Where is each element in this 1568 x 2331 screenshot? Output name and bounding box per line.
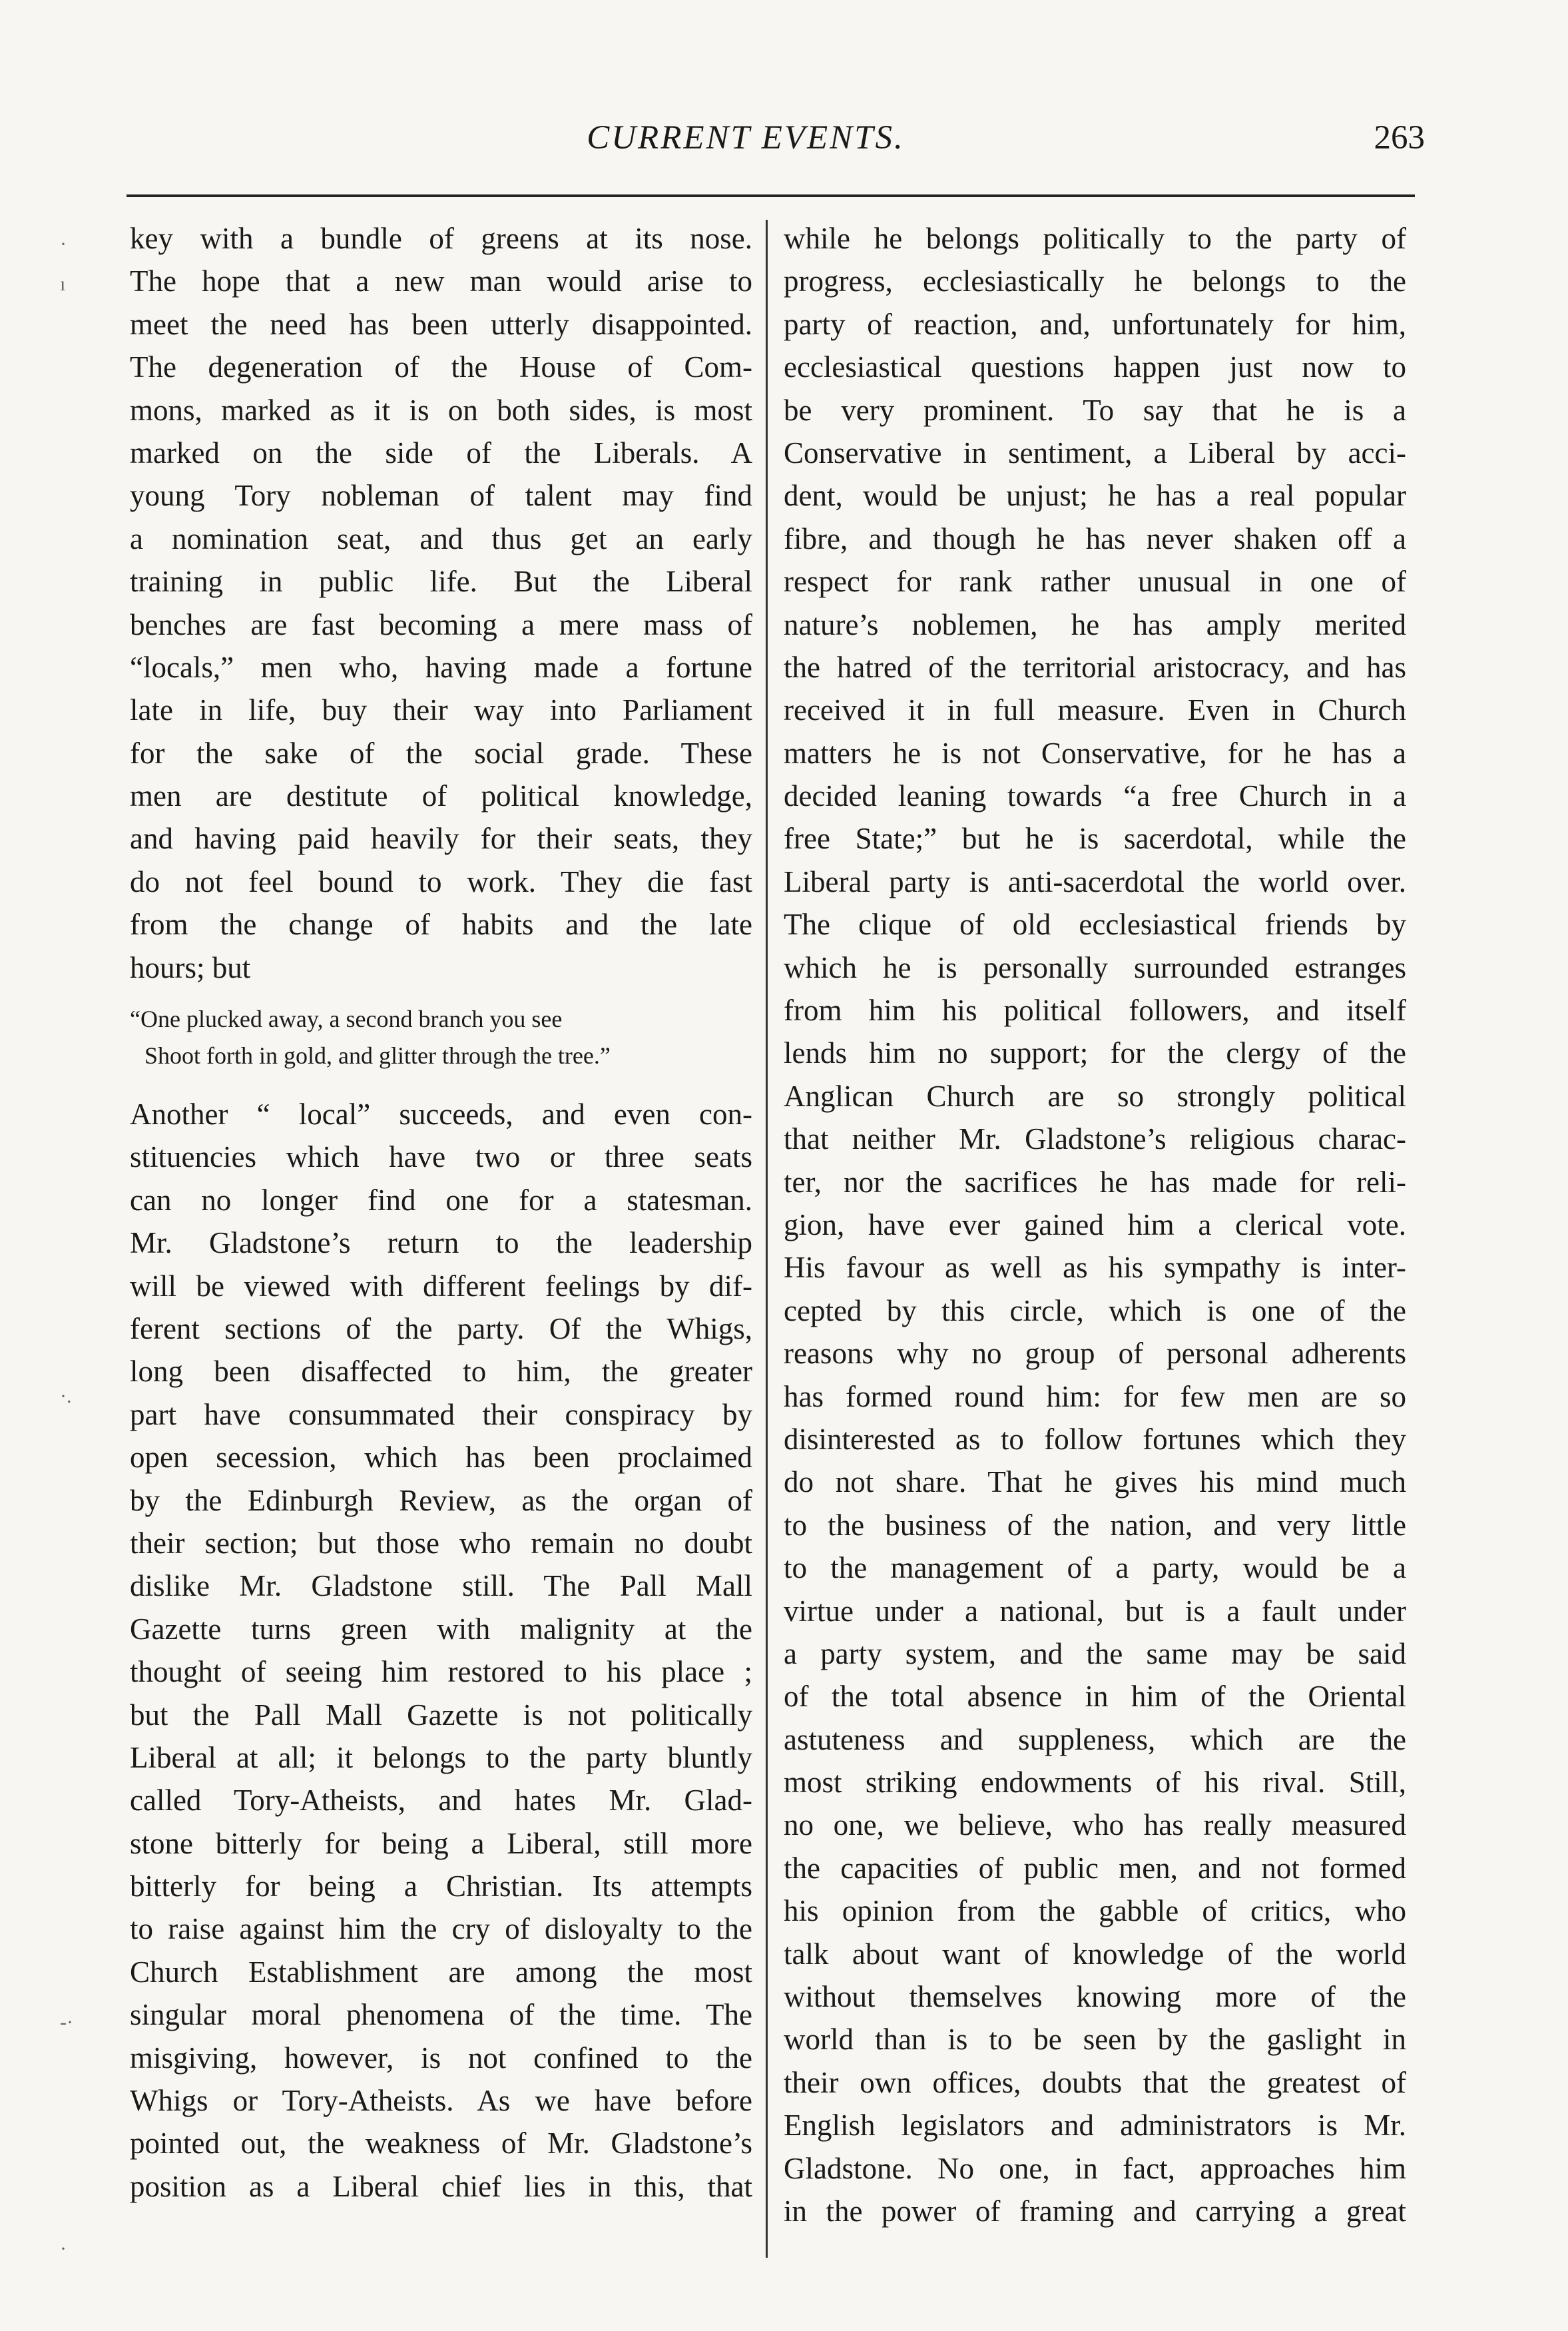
text-line: but the Pall Mall Gazette is not politically — [130, 1698, 752, 1732]
text-line: mons, marked as it is on both sides, is most — [130, 393, 752, 427]
text-line: Liberal party is anti-sacerdotal the world over. — [784, 864, 1406, 898]
text-line: dent, would be unjust; he has a real popular — [784, 479, 1406, 513]
right-column — [784, 217, 1406, 2232]
text-line: has formed round him: for few men are so — [784, 1379, 1406, 1413]
text-line: respect for rank rather unusual in one of — [784, 565, 1406, 599]
text-line: “locals,” men who, having made a fortune — [130, 650, 752, 684]
text-line: the capacities of public men, and not formed — [784, 1851, 1406, 1885]
quote-line: Shoot forth in gold, and glitter through the tree.” — [144, 1042, 611, 1070]
text-line: cepted by this circle, which is one of the — [784, 1293, 1406, 1327]
text-line: Mr. Gladstone’s return to the leadership — [130, 1226, 752, 1260]
text-line: key with a bundle of greens at its nose. — [130, 222, 752, 255]
text-line: misgiving, however, is not confined to the — [130, 2041, 752, 2075]
text-line: stone bitterly for being a Liberal, still more — [130, 1826, 752, 1860]
text-line: stituencies which have two or three seats — [130, 1140, 752, 1174]
text-line: matters he is not Conservative, for he has a — [784, 736, 1406, 770]
text-line: talk about want of knowledge of the world — [784, 1937, 1406, 1971]
text-line: will be viewed with different feelings by dif- — [130, 1269, 752, 1303]
text-line: young Tory nobleman of talent may find — [130, 479, 752, 513]
text-line: without themselves knowing more of the — [784, 1980, 1406, 2014]
text-line: English legislators and administrators is Mr. — [784, 2109, 1406, 2143]
text-line: by the Edinburgh Review, as the organ of — [130, 1483, 752, 1517]
text-line: The degeneration of the House of Com- — [130, 350, 752, 384]
text-line: do not feel bound to work. They die fast — [130, 864, 752, 898]
text-line: that neither Mr. Gladstone’s religious charac- — [784, 1122, 1406, 1156]
margin-speck: -· — [60, 2011, 73, 2033]
text-line: the hatred of the territorial aristocracy, and has — [784, 650, 1406, 684]
text-line: astuteness and suppleness, which are the — [784, 1722, 1406, 1756]
text-line: lends him no support; for the clergy of the — [784, 1036, 1406, 1070]
text-line: while he belongs politically to the party of — [784, 222, 1406, 255]
text-line: part have consummated their conspiracy by — [130, 1397, 752, 1431]
text-line: of the total absence in him of the Oriental — [784, 1680, 1406, 1714]
text-line: long been disaffected to him, the greater — [130, 1355, 752, 1389]
text-line: in the power of framing and carrying a great — [784, 2194, 1406, 2228]
header-rule — [127, 194, 1415, 197]
text-line: his opinion from the gabble of critics, who — [784, 1894, 1406, 1928]
margin-speck: ı — [60, 273, 66, 295]
verse-quotation — [130, 1001, 752, 1074]
text-line: thought of seeing him restored to his place ; — [130, 1655, 752, 1689]
text-line: men are destitute of political knowledge, — [130, 779, 752, 813]
text-line: pointed out, the weakness of Mr. Gladstone’s — [130, 2127, 752, 2161]
left-paragraph-block-b — [130, 1093, 752, 2208]
text-line: Church Establishment are among the most — [130, 1955, 752, 1989]
text-line: Another “ local” succeeds, and even con- — [130, 1098, 752, 1132]
margin-speck: ·. — [60, 1385, 72, 1407]
text-line: singular moral phenomena of the time. The — [130, 1998, 752, 2032]
text-line: their own offices, doubts that the greatest of — [784, 2065, 1406, 2099]
text-line: Anglican Church are so strongly political — [784, 1079, 1406, 1113]
quote-line: “One plucked away, a second branch you see — [130, 1006, 563, 1033]
text-line: training in public life. But the Liberal — [130, 565, 752, 599]
text-line: and having paid heavily for their seats, they — [130, 822, 752, 856]
text-line: from him his political followers, and itself — [784, 994, 1406, 1028]
text-line: late in life, buy their way into Parliament — [130, 693, 752, 727]
text-line: their section; but those who remain no doubt — [130, 1526, 752, 1560]
text-line: received it in full measure. Even in Church — [784, 693, 1406, 727]
text-line: free State;” but he is sacerdotal, while the — [784, 822, 1406, 856]
text-line: a nomination seat, and thus get an early — [130, 521, 752, 555]
margin-speck: · — [60, 2238, 67, 2260]
text-line: party of reaction, and, unfortunately for him, — [784, 307, 1406, 341]
text-line: The clique of old ecclesiastical friends by — [784, 908, 1406, 942]
running-header — [0, 119, 1568, 172]
page-number: 263 — [1374, 119, 1425, 157]
text-line: bitterly for being a Christian. Its attempts — [130, 1869, 752, 1903]
text-line: Liberal at all; it belongs to the party bluntly — [130, 1740, 752, 1774]
text-line: benches are fast becoming a mere mass of — [130, 607, 752, 641]
text-line: reasons why no group of personal adherents — [784, 1337, 1406, 1371]
text-line: gion, have ever gained him a clerical vote. — [784, 1207, 1406, 1241]
text-line: can no longer find one for a statesman. — [130, 1183, 752, 1217]
text-line: most striking endowments of his rival. Still, — [784, 1766, 1406, 1800]
text-line: hours; but — [130, 950, 251, 984]
text-line: Gazette turns green with malignity at the — [130, 1612, 752, 1646]
text-line: position as a Liberal chief lies in this, that — [130, 2169, 752, 2203]
text-line: marked on the side of the Liberals. A — [130, 436, 752, 470]
text-line: Conservative in sentiment, a Liberal by acci- — [784, 436, 1406, 470]
text-line: to the management of a party, would be a — [784, 1551, 1406, 1585]
text-line: open secession, which has been proclaimed — [130, 1441, 752, 1475]
left-column — [130, 217, 752, 2208]
text-line: nature’s noblemen, he has amply merited — [784, 607, 1406, 641]
text-line: do not share. That he gives his mind much — [784, 1465, 1406, 1499]
text-line: to raise against him the cry of disloyalty to the — [130, 1912, 752, 1946]
text-line: His favour as well as his sympathy is inter- — [784, 1251, 1406, 1285]
left-paragraph-block-a — [130, 217, 752, 989]
column-divider — [766, 220, 768, 2258]
text-line: Whigs or Tory-Atheists. As we have before — [130, 2084, 752, 2118]
text-line: be very prominent. To say that he is a — [784, 393, 1406, 427]
text-line: ferent sections of the party. Of the Whigs, — [130, 1311, 752, 1345]
text-line: for the sake of the social grade. These — [130, 736, 752, 770]
running-title: CURRENT EVENTS. — [587, 119, 905, 157]
text-line: decided leaning towards “a free Church in a — [784, 779, 1406, 813]
text-line: Gladstone. No one, in fact, approaches him — [784, 2151, 1406, 2185]
text-line: ecclesiastical questions happen just now to — [784, 350, 1406, 384]
margin-speck: · — [60, 233, 67, 255]
text-line: dislike Mr. Gladstone still. The Pall Mall — [130, 1569, 752, 1603]
text-line: meet the need has been utterly disappointed. — [130, 307, 752, 341]
text-line: fibre, and though he has never shaken off a — [784, 521, 1406, 555]
text-line: virtue under a national, but is a fault under — [784, 1594, 1406, 1628]
text-line: no one, we believe, who has really measured — [784, 1808, 1406, 1842]
text-line: which he is personally surrounded estranges — [784, 950, 1406, 984]
margin-specks — [40, 220, 93, 2284]
text-line: progress, ecclesiastically he belongs to the — [784, 264, 1406, 298]
text-line: called Tory-Atheists, and hates Mr. Glad- — [130, 1784, 752, 1818]
text-line: a party system, and the same may be said — [784, 1636, 1406, 1670]
text-line: The hope that a new man would arise to — [130, 264, 752, 298]
text-line: from the change of habits and the late — [130, 908, 752, 942]
text-line: world than is to be seen by the gaslight in — [784, 2023, 1406, 2057]
text-line: ter, nor the sacrifices he has made for reli- — [784, 1165, 1406, 1199]
text-line: to the business of the nation, and very little — [784, 1508, 1406, 1542]
text-line: disinterested as to follow fortunes which they — [784, 1422, 1406, 1456]
